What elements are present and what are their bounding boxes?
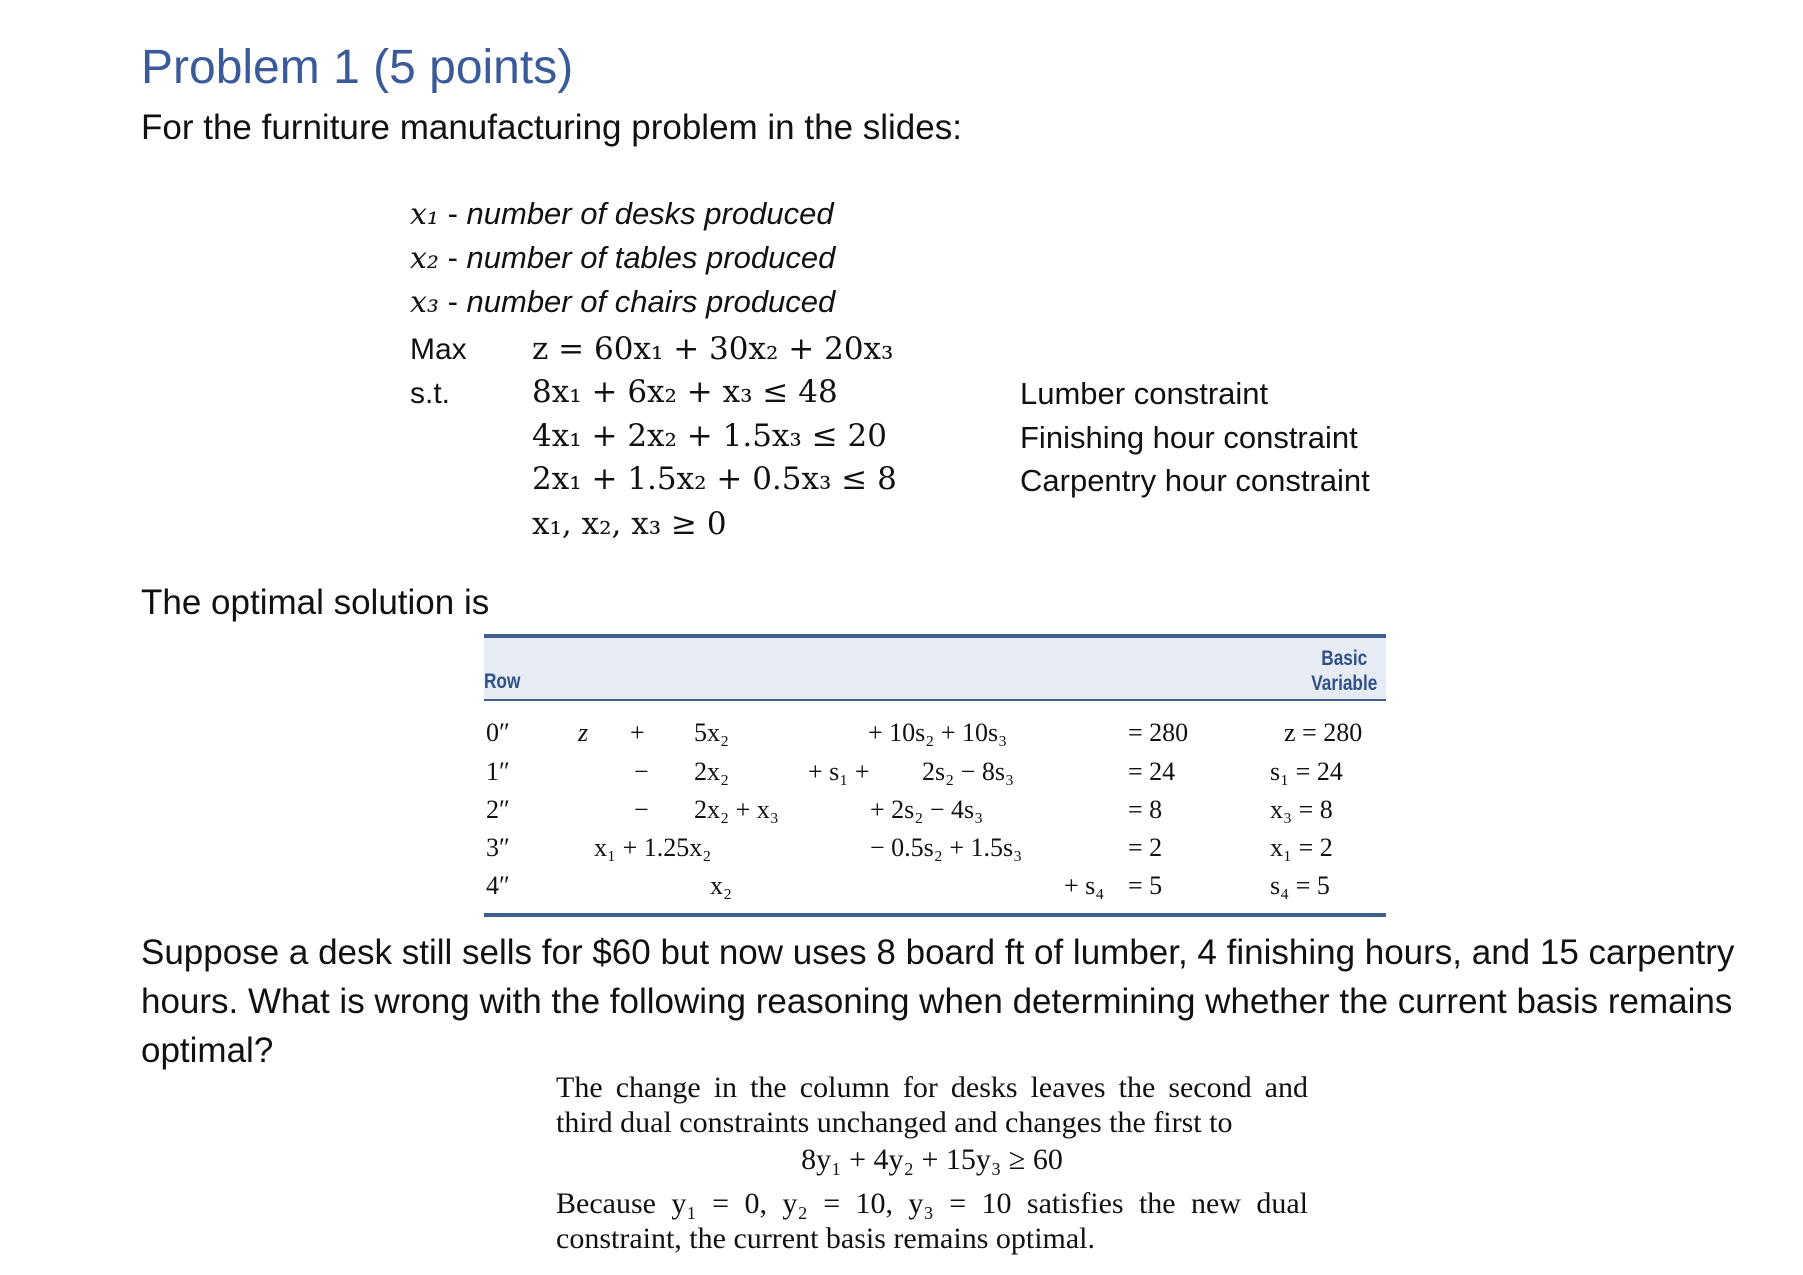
dual-constraint-equation: 8y₁ + 4y₂ + 15y₃ ≥ 60 (801, 1143, 1063, 1176)
tableau-cell: 2x₂ (694, 757, 730, 786)
tableau-rhs: = 24 (1128, 757, 1176, 786)
tableau-cell: x₂ (710, 871, 733, 900)
tableau-rhs: = 8 (1128, 795, 1163, 824)
tableau-cell: + 2s₂ − 4s₃ (870, 795, 984, 824)
variable-definition: x₂ - number of tables produced (410, 240, 836, 276)
tableau-basic-variable: s₁ = 24 (1270, 757, 1343, 786)
variable-description: number of chairs produced (466, 284, 836, 319)
tableau-rhs: = 2 (1128, 833, 1163, 862)
tableau-cell: + s₄ (1064, 871, 1105, 900)
variable-description: number of desks produced (466, 196, 834, 231)
tableau-row-label: 2″ (486, 795, 510, 824)
variable-symbol: x₃ (410, 285, 439, 320)
tableau-rhs: = 5 (1128, 871, 1163, 900)
tableau-cell: 2s₂ − 8s₃ (922, 757, 1015, 786)
problem-intro: For the furniture manufacturing problem in the slides: (141, 108, 962, 147)
tableau-cell: − 0.5s₂ + 1.5s₃ (870, 833, 1023, 862)
problem-title: Problem 1 (5 points) (141, 41, 574, 94)
tableau-basic-variable: x₃ = 8 (1270, 795, 1333, 824)
tableau-basic-variable: s₄ = 5 (1270, 871, 1330, 900)
tableau-cell: + s₁ + (808, 757, 870, 786)
question-text: Suppose a desk still sells for $60 but now uses 8 board ft of lumber, 4 finishing hours, and 15 carpentry hours. What is wrong with the following reasoning when determining whether the current basis remains optimal? (141, 933, 1735, 1070)
tableau-rhs: = 280 (1128, 718, 1189, 747)
quoted-reasoning-paragraph: The change in the column for desks leaves the second and third dual constraints unchanged and changes the first to (556, 1071, 1308, 1139)
nonnegativity-constraint: x₁, x₂, x₃ ≥ 0 (532, 506, 727, 542)
tableau-header-band (484, 638, 1386, 700)
tableau-basic-variable: z = 280 (1284, 718, 1363, 747)
header-basic-line1: Basic (1321, 647, 1368, 670)
tableau-cell: + (630, 718, 645, 747)
constraint-name: Finishing hour constraint (1020, 420, 1358, 455)
header-basic-line2: Variable (1311, 672, 1378, 695)
quoted-reasoning-conclusion: Because y₁ = 0, y₂ = 10, y₃ = 10 satisfies the new dual constraint, the current basis remains optimal. (556, 1187, 1308, 1255)
constraint-name: Carpentry hour constraint (1020, 463, 1370, 498)
tableau-row-label: 1″ (486, 757, 510, 786)
constraint-expression: 4x₁ + 2x₂ + 1.5x₃ ≤ 20 (532, 418, 887, 454)
tableau-cell: x₁ + 1.25x₂ (594, 833, 712, 862)
optimal-solution-label: The optimal solution is (141, 583, 490, 622)
tableau-row-label: 0″ (486, 718, 510, 747)
constraint-name: Lumber constraint (1020, 376, 1269, 411)
constraint-expression: 2x₁ + 1.5x₂ + 0.5x₃ ≤ 8 (532, 461, 897, 497)
tableau-cell: 2x₂ + x₃ (694, 795, 779, 824)
tableau-header-rule (484, 699, 1386, 701)
tableau-header-basic-variable (1311, 646, 1377, 696)
variable-symbol: x₁ (410, 197, 439, 232)
st-label: s.t. (410, 377, 451, 410)
tableau-basic-variable: x₁ = 2 (1270, 833, 1333, 862)
tableau-row-label: 4″ (486, 871, 510, 900)
tableau-cell: − (634, 757, 649, 786)
objective-function: z = 60x₁ + 30x₂ + 20x₃ (532, 331, 894, 367)
constraint-expression: 8x₁ + 6x₂ + x₃ ≤ 48 (532, 374, 838, 410)
variable-definition: x₁ - number of desks produced (410, 196, 834, 232)
variable-symbol: x₂ (410, 241, 439, 276)
tableau-header-row: Row (484, 670, 521, 693)
tableau-cell: + 10s₂ + 10s₃ (868, 718, 1008, 747)
tableau-row-label: 3″ (486, 833, 510, 862)
tableau-cell: − (634, 795, 649, 824)
max-label: Max (410, 333, 467, 366)
tableau-bottom-rule (484, 913, 1386, 917)
variable-definition: x₃ - number of chairs produced (410, 284, 836, 320)
variable-description: number of tables produced (466, 240, 836, 275)
tableau-cell: z (578, 718, 589, 747)
tableau-cell: 5x₂ (694, 718, 730, 747)
